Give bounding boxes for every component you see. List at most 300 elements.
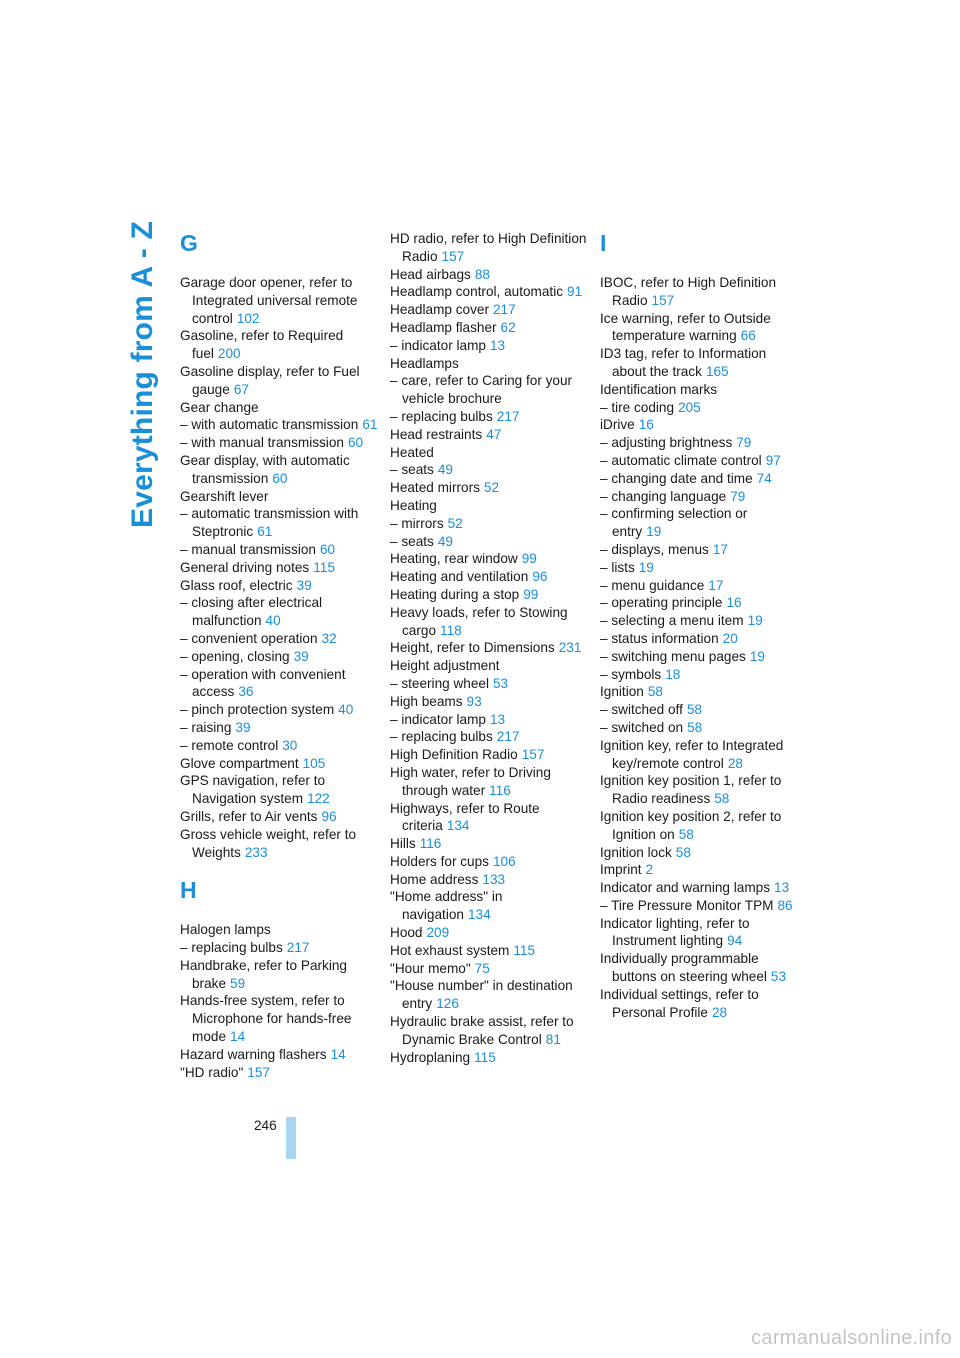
page-reference-link[interactable]: 17 [712, 541, 728, 557]
page-reference-link[interactable]: 52 [447, 515, 463, 531]
page-reference-link[interactable]: 20 [722, 630, 738, 646]
page-reference-link[interactable]: 231 [558, 640, 582, 656]
index-entry-text: – switching menu pages [600, 648, 746, 664]
index-entry [390, 461, 588, 479]
index-entry [390, 319, 588, 337]
page-reference-link[interactable]: 14 [330, 1046, 346, 1062]
page-reference-link[interactable]: 96 [321, 808, 337, 824]
index-entry [390, 977, 588, 1013]
index-entry-text: Gear display, with automatic transmission [180, 452, 350, 486]
index-entry [600, 986, 798, 1022]
index-entry [600, 594, 798, 612]
index-column-1 [180, 230, 378, 1081]
index-entry-text: High beams [390, 693, 463, 709]
index-entry-text: – seats [390, 462, 434, 478]
index-entry [600, 648, 798, 666]
index-entry-text: Hands-free system, refer to Microphone for hands-free mode [180, 993, 352, 1045]
section-letter-heading: I [600, 230, 607, 256]
index-entry [180, 559, 378, 577]
index-entry [180, 488, 378, 506]
index-entry-text: – switched off [600, 702, 683, 718]
section-letter-heading: H [180, 877, 197, 904]
index-entry [180, 957, 378, 993]
index-entry-text: Garage door opener, refer to Integrated universal remote control [180, 275, 358, 326]
page-reference-link[interactable]: 47 [486, 426, 502, 442]
page-reference-link[interactable]: 49 [437, 533, 453, 549]
page-reference-link[interactable]: 2 [645, 862, 654, 878]
index-entry-text: High water, refer to Driving through water [390, 764, 551, 798]
index-entry [390, 1049, 588, 1067]
index-entry-text: Headlamps [390, 355, 459, 371]
index-entry [390, 266, 588, 284]
index-entry-text: – confirming selection or entry [600, 506, 748, 540]
index-entry-text: Hills [390, 836, 416, 852]
index-entry-text: High Definition Radio [390, 747, 518, 763]
index-entry [390, 960, 588, 978]
index-entry-text: – symbols [600, 666, 662, 682]
index-entry [390, 728, 588, 746]
index-entry [390, 408, 588, 426]
index-entry-text: Heating and ventilation [390, 569, 529, 585]
index-entry-text: Glove compartment [180, 755, 299, 771]
index-entry-text: "Hour memo" [390, 960, 471, 976]
index-entry [600, 381, 798, 399]
page-reference-link[interactable]: 217 [492, 302, 516, 318]
page-reference-link[interactable]: 36 [238, 684, 254, 700]
index-entry-text: – changing date and time [600, 470, 753, 486]
page-reference-link[interactable]: 102 [236, 310, 260, 326]
page-reference-link[interactable]: 217 [496, 408, 520, 424]
index-entry [600, 434, 798, 452]
index-entry [600, 310, 798, 346]
page-reference-link[interactable]: 39 [296, 577, 312, 593]
index-entry-text: – indicator lamp [390, 337, 486, 353]
page-reference-link[interactable]: 99 [523, 586, 539, 602]
index-entry-text: – displays, menus [600, 541, 709, 557]
index-entry [600, 274, 798, 310]
index-entry-text: – replacing bulbs [390, 729, 493, 745]
index-entry [180, 594, 378, 630]
side-section-title [126, 221, 159, 528]
page-reference-link[interactable]: 115 [513, 942, 536, 958]
index-entry [180, 719, 378, 737]
index-entry-text: – raising [180, 719, 232, 735]
page-reference-link[interactable]: 40 [265, 613, 281, 629]
page-reference-link[interactable]: 217 [496, 729, 520, 745]
index-entry-text: – adjusting brightness [600, 435, 733, 451]
index-entry-text: – replacing bulbs [180, 940, 283, 956]
index-entry-text: – remote control [180, 737, 279, 753]
index-entry-text: – automatic transmission with Steptronic [180, 506, 359, 540]
index-entry [180, 826, 378, 862]
index-entry [600, 452, 798, 470]
index-entry [600, 808, 798, 844]
index-entry [390, 764, 588, 800]
index-entry-text: Hazard warning flashers [180, 1046, 327, 1062]
index-entry-text: – selecting a menu item [600, 613, 744, 629]
index-entry-text: – seats [390, 533, 434, 549]
page-reference-link[interactable]: 88 [474, 266, 490, 282]
index-entry [180, 701, 378, 719]
index-entry-text: Hydroplaning [390, 1049, 471, 1065]
page-reference-link[interactable]: 59 [230, 975, 246, 991]
index-entry [390, 355, 588, 373]
index-entry-text: "House number" in destination entry [390, 978, 573, 1012]
index-entry [600, 683, 798, 701]
page-reference-link[interactable]: 13 [489, 337, 506, 353]
index-entry-text: Indicator and warning lamps [600, 880, 771, 896]
index-entry-text: HD radio, refer to High Definition Radio [390, 231, 587, 264]
index-entry-text: Heated [390, 444, 434, 460]
index-entry [600, 399, 798, 417]
index-entry [180, 452, 378, 488]
page-reference-link[interactable]: 58 [714, 791, 730, 807]
index-column-2 [390, 230, 588, 1066]
page-reference-link[interactable]: 58 [678, 826, 694, 842]
index-entry-text: GPS navigation, refer to Navigation system [180, 773, 326, 807]
page-reference-link[interactable]: 134 [467, 907, 491, 923]
index-entry [180, 992, 378, 1045]
index-entry [180, 399, 378, 417]
page-reference-link[interactable]: 75 [474, 960, 490, 976]
index-entry-text: – with manual transmission [180, 435, 344, 451]
page-reference-link[interactable]: 53 [770, 969, 787, 985]
index-entry [180, 363, 378, 399]
index-entry [600, 879, 798, 897]
index-entry-text: iDrive [600, 417, 635, 433]
index-entry-text: – indicator lamp [390, 711, 486, 727]
index-entry-text: Ignition key position 1, refer to Radio readiness [600, 773, 782, 807]
index-entry-text: – Tire Pressure Monitor TPM [600, 897, 774, 913]
index-entry-text: Indicator lighting, refer to Instrument lighting [600, 915, 750, 949]
page-reference-link[interactable]: 13 [774, 880, 790, 896]
index-entry-text: Individual settings, refer to Personal Profile [600, 986, 759, 1020]
index-entry-text: Gross vehicle weight, refer to Weights [180, 826, 357, 860]
page-reference-link[interactable]: 19 [646, 524, 662, 540]
index-entry-text: – switched on [600, 719, 684, 735]
index-entry [390, 479, 588, 497]
page-number: 246 [254, 1118, 277, 1133]
index-entry-text: – operating principle [600, 595, 723, 611]
site-watermark: carmanualsonline.info [751, 1327, 952, 1349]
page-reference-link[interactable]: 200 [217, 346, 241, 362]
index-entry [180, 772, 378, 808]
page-reference-link[interactable]: 106 [492, 853, 516, 869]
index-entry [390, 604, 588, 640]
index-entry [600, 915, 798, 951]
index-entry-text: – lists [600, 559, 635, 575]
page-reference-link[interactable]: 40 [338, 702, 354, 718]
index-entry-text: General driving notes [180, 559, 310, 575]
index-entry [180, 327, 378, 363]
page-reference-link[interactable]: 58 [687, 719, 703, 735]
index-entry-text: Gasoline display, refer to Fuel gauge [180, 363, 360, 397]
side-section-title-text: Everything from A - Z [126, 221, 159, 528]
index-entry-text: Halogen lamps [180, 922, 271, 938]
page-reference-link[interactable]: 94 [727, 933, 743, 949]
page-reference-link[interactable]: 74 [756, 470, 772, 486]
page-reference-link[interactable]: 30 [282, 737, 298, 753]
page-reference-link[interactable]: 52 [483, 480, 500, 496]
index-entry-text: Height adjustment [390, 658, 500, 674]
index-entry [600, 772, 798, 808]
index-entry [600, 559, 798, 577]
index-entry-text: – with automatic transmission [180, 417, 359, 433]
index-entry [390, 639, 588, 657]
section-letter-heading: G [180, 230, 198, 256]
page-reference-link[interactable]: 13 [489, 711, 506, 727]
page-reference-link[interactable]: 116 [419, 836, 442, 852]
index-entry [180, 434, 378, 452]
index-entry-text: Heating during a stop [390, 586, 520, 602]
index-entry [600, 416, 798, 434]
page-reference-link[interactable]: 118 [440, 622, 462, 638]
index-entry-text: – menu guidance [600, 577, 705, 593]
index-entry [390, 800, 588, 836]
index-entry-text: Gear change [180, 399, 259, 415]
index-entry-text: Heating, rear window [390, 551, 518, 567]
index-entry-text: Head restraints [390, 426, 483, 442]
index-entry-text: Ice warning, refer to Outside temperature warning [600, 310, 771, 344]
index-entry [390, 283, 588, 301]
index-entry [390, 835, 588, 853]
index-entry-text: – opening, closing [180, 648, 290, 664]
index-entry-text: Gasoline, refer to Required fuel [180, 328, 344, 362]
index-entry-text: – steering wheel [390, 675, 489, 691]
index-entry [390, 942, 588, 960]
index-entry-text: Headlamp cover [390, 302, 489, 318]
page-reference-link[interactable]: 96 [532, 569, 548, 585]
page-reference-link[interactable]: 157 [247, 1064, 270, 1080]
index-entry [180, 755, 378, 773]
index-entry [600, 630, 798, 648]
index-entry-text: Hydraulic brake assist, refer to Dynamic Brake Control [390, 1014, 574, 1047]
page-reference-link[interactable]: 39 [235, 719, 251, 735]
page-reference-link[interactable]: 19 [638, 559, 654, 575]
index-entry-text: – mirrors [390, 515, 444, 531]
page-reference-link[interactable]: 60 [272, 470, 288, 486]
index-entry [390, 746, 588, 764]
page-reference-link[interactable]: 105 [302, 755, 326, 771]
index-entry-text: – operation with convenient access [180, 666, 346, 700]
page-reference-link[interactable]: 93 [466, 693, 482, 709]
page-reference-link[interactable]: 79 [730, 488, 746, 504]
page-reference-link[interactable]: 66 [740, 328, 756, 344]
index-entry [390, 924, 588, 942]
page-reference-link[interactable]: 91 [567, 284, 583, 300]
index-entry-text: – convenient operation [180, 630, 318, 646]
index-entry [600, 470, 798, 488]
index-entry-text: Ignition lock [600, 844, 672, 860]
index-entry-text: – closing after electrical malfunction [180, 595, 323, 629]
index-entry-text: – tire coding [600, 399, 675, 415]
page-reference-link[interactable]: 67 [233, 381, 249, 397]
page-reference-link[interactable]: 81 [545, 1031, 561, 1047]
index-entry [180, 808, 378, 826]
index-column-3 [600, 230, 798, 1021]
index-entry [390, 871, 588, 889]
index-entry [600, 488, 798, 506]
page-reference-link[interactable]: 116 [489, 782, 511, 798]
index-entry-text: Grills, refer to Air vents [180, 808, 318, 824]
index-entry-text: Ignition key position 2, refer to Ignition on [600, 808, 782, 842]
index-entry [600, 701, 798, 719]
index-entry-text: Hot exhaust system [390, 942, 510, 958]
index-entry-text: Heated mirrors [390, 480, 480, 496]
page-reference-link[interactable]: 60 [320, 541, 336, 557]
page-reference-link[interactable]: 99 [521, 551, 537, 567]
page-reference-link[interactable]: 217 [286, 940, 310, 956]
page-reference-link[interactable]: 32 [321, 630, 337, 646]
page-reference-link[interactable]: 115 [474, 1049, 496, 1065]
index-entry [390, 657, 588, 675]
page-reference-link[interactable]: 165 [705, 363, 729, 379]
index-entry [390, 568, 588, 586]
index-entry-text: – pinch protection system [180, 702, 335, 718]
page-reference-link[interactable]: 58 [675, 844, 691, 860]
index-entry-text: Height, refer to Dimensions [390, 640, 555, 656]
page-reference-link[interactable]: 58 [647, 684, 663, 700]
page-reference-link[interactable]: 28 [711, 1004, 728, 1020]
index-entry [180, 648, 378, 666]
index-entry [600, 861, 798, 879]
index-entry [390, 515, 588, 533]
index-entry [390, 675, 588, 693]
index-entry [390, 550, 588, 568]
index-entry [180, 541, 378, 559]
page-reference-link[interactable]: 28 [727, 755, 743, 771]
page-reference-link[interactable]: 97 [765, 452, 781, 468]
index-entry-text: "HD radio" [180, 1064, 244, 1080]
index-entry [180, 505, 378, 541]
index-entry [600, 345, 798, 381]
index-entry-text: Head airbags [390, 266, 471, 282]
index-entry-text: IBOC, refer to High Definition Radio [600, 275, 777, 308]
index-entry-text: Heavy loads, refer to Stowing cargo [390, 604, 568, 638]
index-entry-text: – changing language [600, 488, 727, 504]
index-entry-text: "Home address" in navigation [390, 889, 503, 923]
page-reference-link[interactable]: 61 [257, 524, 273, 540]
index-entry [600, 541, 798, 559]
page-reference-link[interactable]: 86 [777, 897, 793, 913]
index-entry-text: Individually programmable buttons on steering wheel [600, 951, 767, 985]
index-entry [390, 586, 588, 604]
index-entry-text: Ignition [600, 684, 644, 700]
index-entry [600, 612, 798, 630]
page-reference-link[interactable]: 62 [500, 319, 516, 335]
page-reference-link[interactable]: 60 [347, 435, 364, 451]
index-entry [180, 630, 378, 648]
index-entry-text: – care, refer to Caring for your vehicle brochure [390, 373, 573, 407]
index-entry [390, 497, 588, 515]
page-reference-link[interactable]: 16 [638, 417, 654, 433]
page-reference-link[interactable]: 209 [426, 925, 450, 941]
index-entry [390, 301, 588, 319]
index-entry-text: Handbrake, refer to Parking brake [180, 957, 347, 991]
page-reference-link[interactable]: 79 [736, 435, 752, 451]
page-reference-link[interactable]: 157 [441, 248, 465, 264]
index-entry [180, 1046, 378, 1064]
index-entry-text: Ignition key, refer to Integrated key/remote control [600, 737, 784, 771]
page-reference-link[interactable]: 134 [446, 818, 470, 834]
index-entry [390, 230, 588, 266]
index-entry [390, 853, 588, 871]
page-reference-link[interactable]: 126 [436, 996, 459, 1012]
index-entry [390, 337, 588, 355]
page-reference-link[interactable]: 17 [708, 577, 724, 593]
index-entry [600, 737, 798, 773]
index-entry [180, 274, 378, 327]
page-reference-link[interactable]: 157 [521, 747, 545, 763]
page-reference-link[interactable]: 16 [726, 595, 742, 611]
index-entry [600, 844, 798, 862]
index-entry-text: Heating [390, 497, 437, 513]
index-entry [180, 416, 378, 434]
index-entry [390, 426, 588, 444]
index-entry-text: – manual transmission [180, 541, 316, 557]
index-entry-text: Identification marks [600, 381, 718, 397]
page-reference-link[interactable]: 19 [749, 648, 765, 664]
page-reference-link[interactable]: 18 [665, 666, 681, 682]
index-entry [180, 1064, 378, 1082]
index-entry [180, 921, 378, 939]
page-reference-link[interactable]: 205 [678, 399, 701, 415]
index-entry [600, 719, 798, 737]
index-entry [600, 505, 798, 541]
index-entry [180, 737, 378, 755]
index-entry [390, 444, 588, 462]
index-entry [600, 666, 798, 684]
index-entry [390, 533, 588, 551]
page-reference-link[interactable]: 122 [307, 791, 330, 807]
page-reference-link[interactable]: 61 [362, 417, 378, 433]
index-entry [600, 897, 798, 915]
index-entry [180, 577, 378, 595]
index-entry [390, 711, 588, 729]
page-marker-bar [286, 1117, 296, 1159]
index-entry [600, 950, 798, 986]
page-reference-link[interactable]: 58 [686, 702, 702, 718]
page-reference-link[interactable]: 115 [313, 559, 335, 575]
index-entry [180, 939, 378, 957]
index-entry-text: Home address [390, 871, 479, 887]
index-entry-text: Holders for cups [390, 853, 489, 869]
index-entry-text: – replacing bulbs [390, 408, 493, 424]
index-entry [390, 888, 588, 924]
page-reference-link[interactable]: 39 [293, 648, 309, 664]
page-reference-link[interactable]: 49 [437, 462, 453, 478]
page-reference-link[interactable]: 53 [493, 675, 509, 691]
index-entry [390, 1013, 588, 1049]
index-entry-text: Headlamp control, automatic [390, 284, 564, 300]
index-entry-text: Highways, refer to Route criteria [390, 800, 540, 834]
page-reference-link[interactable]: 133 [482, 871, 506, 887]
index-entry-text: – automatic climate control [600, 452, 762, 468]
page-reference-link[interactable]: 14 [230, 1029, 246, 1045]
index-entry-text: Imprint [600, 862, 642, 878]
index-entry-text: – status information [600, 630, 719, 646]
index-entry-text: Glass roof, electric [180, 577, 293, 593]
index-entry-text: Gearshift lever [180, 488, 269, 504]
index-entry-text: Headlamp flasher [390, 319, 497, 335]
page-reference-link[interactable]: 157 [651, 292, 675, 308]
index-entry [600, 577, 798, 595]
index-entry-text: Hood [390, 925, 423, 941]
index-entry [390, 693, 588, 711]
page-reference-link[interactable]: 233 [244, 844, 268, 860]
page-reference-link[interactable]: 19 [747, 613, 763, 629]
index-entry-text: ID3 tag, refer to Information about the track [600, 346, 767, 379]
